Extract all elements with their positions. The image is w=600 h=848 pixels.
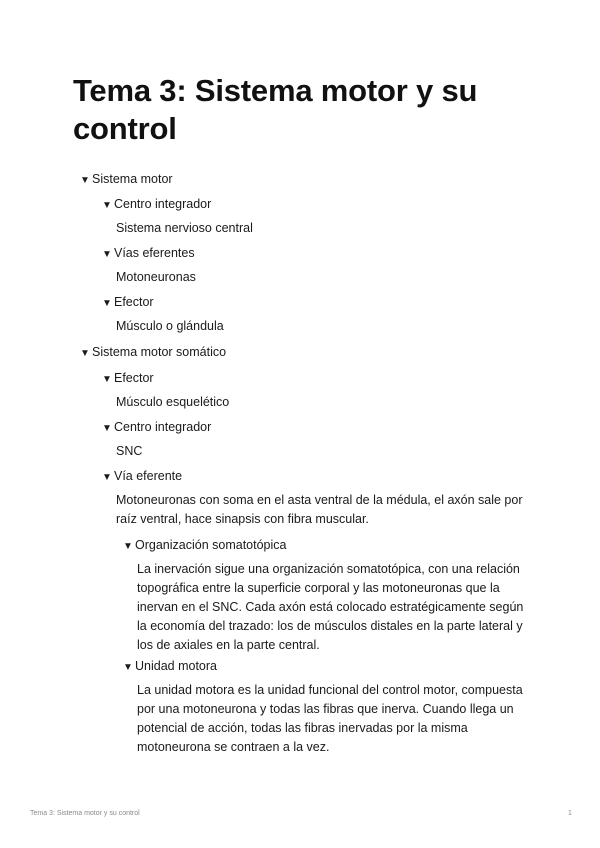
- toggle-label: Unidad motora: [135, 659, 217, 673]
- toggle-sistema-motor[interactable]: [80, 170, 173, 190]
- toggle-arrow-icon: ▼: [102, 472, 112, 483]
- paragraph: Músculo esquelético: [116, 395, 230, 409]
- page-title: Tema 3: Sistema motor y su control: [73, 73, 478, 146]
- toggle-efector[interactable]: [102, 293, 154, 313]
- toggle-label: Organización somatotópica: [135, 538, 287, 552]
- footer-page-number: 1: [568, 810, 572, 817]
- toggle-vias-eferentes[interactable]: [102, 244, 195, 264]
- toggle-arrow-icon: ▼: [123, 541, 133, 552]
- toggle-label: Sistema motor somático: [92, 345, 227, 359]
- toggle-centro-integrador[interactable]: [102, 195, 211, 215]
- toggle-arrow-icon: ▼: [80, 175, 90, 186]
- paragraph: La unidad motora es la unidad funcional del control motor, compuesta por una motoneurona y todas las fibras que inerva. Cuando llega un potencial de acción, todas las fibras inervadas por la misma motoneurona se contraen a la vez.: [137, 683, 523, 754]
- toggle-efector-somatico[interactable]: [102, 369, 154, 389]
- paragraph: La inervación sigue una organización somatotópica, con una relación topográfica entre la superficie corporal y las motoneuronas que la inervan en el SNC. Cada axón está colocado estratégicamente según la economía del trazado: los de músculos distales en la parte lateral y los de axiales en la parte central.: [137, 562, 524, 652]
- paragraph: SNC: [116, 444, 143, 458]
- paragraph: Músculo o glándula: [116, 319, 224, 333]
- toggle-unidad-motora[interactable]: [123, 657, 217, 677]
- paragraph: Motoneuronas: [116, 270, 196, 284]
- toggle-label: Efector: [114, 371, 154, 385]
- toggle-arrow-icon: ▼: [123, 662, 133, 673]
- toggle-label: Efector: [114, 295, 154, 309]
- footer-doc-name: Tema 3: Sistema motor y su control: [30, 810, 140, 817]
- toggle-arrow-icon: ▼: [102, 423, 112, 434]
- toggle-label: Sistema motor: [92, 172, 173, 186]
- toggle-arrow-icon: ▼: [102, 374, 112, 385]
- toggle-label: Centro integrador: [114, 197, 212, 211]
- toggle-via-eferente[interactable]: [102, 467, 182, 487]
- toggle-arrow-icon: ▼: [102, 249, 112, 260]
- paragraph: Motoneuronas con soma en el asta ventral de la médula, el axón sale por raíz ventral, hace sinapsis con fibra muscular.: [116, 493, 523, 526]
- toggle-organizacion-somatotopica[interactable]: [123, 536, 286, 556]
- toggle-centro-integrador-somatico[interactable]: [102, 418, 211, 438]
- toggle-label: Vías eferentes: [114, 246, 195, 260]
- toggle-arrow-icon: ▼: [102, 200, 112, 211]
- toggle-label: Vía eferente: [114, 469, 183, 483]
- paragraph: Sistema nervioso central: [116, 221, 253, 235]
- toggle-label: Centro integrador: [114, 420, 212, 434]
- toggle-sistema-motor-somatico[interactable]: [80, 343, 226, 363]
- toggle-arrow-icon: ▼: [102, 298, 112, 309]
- toggle-arrow-icon: ▼: [80, 348, 90, 359]
